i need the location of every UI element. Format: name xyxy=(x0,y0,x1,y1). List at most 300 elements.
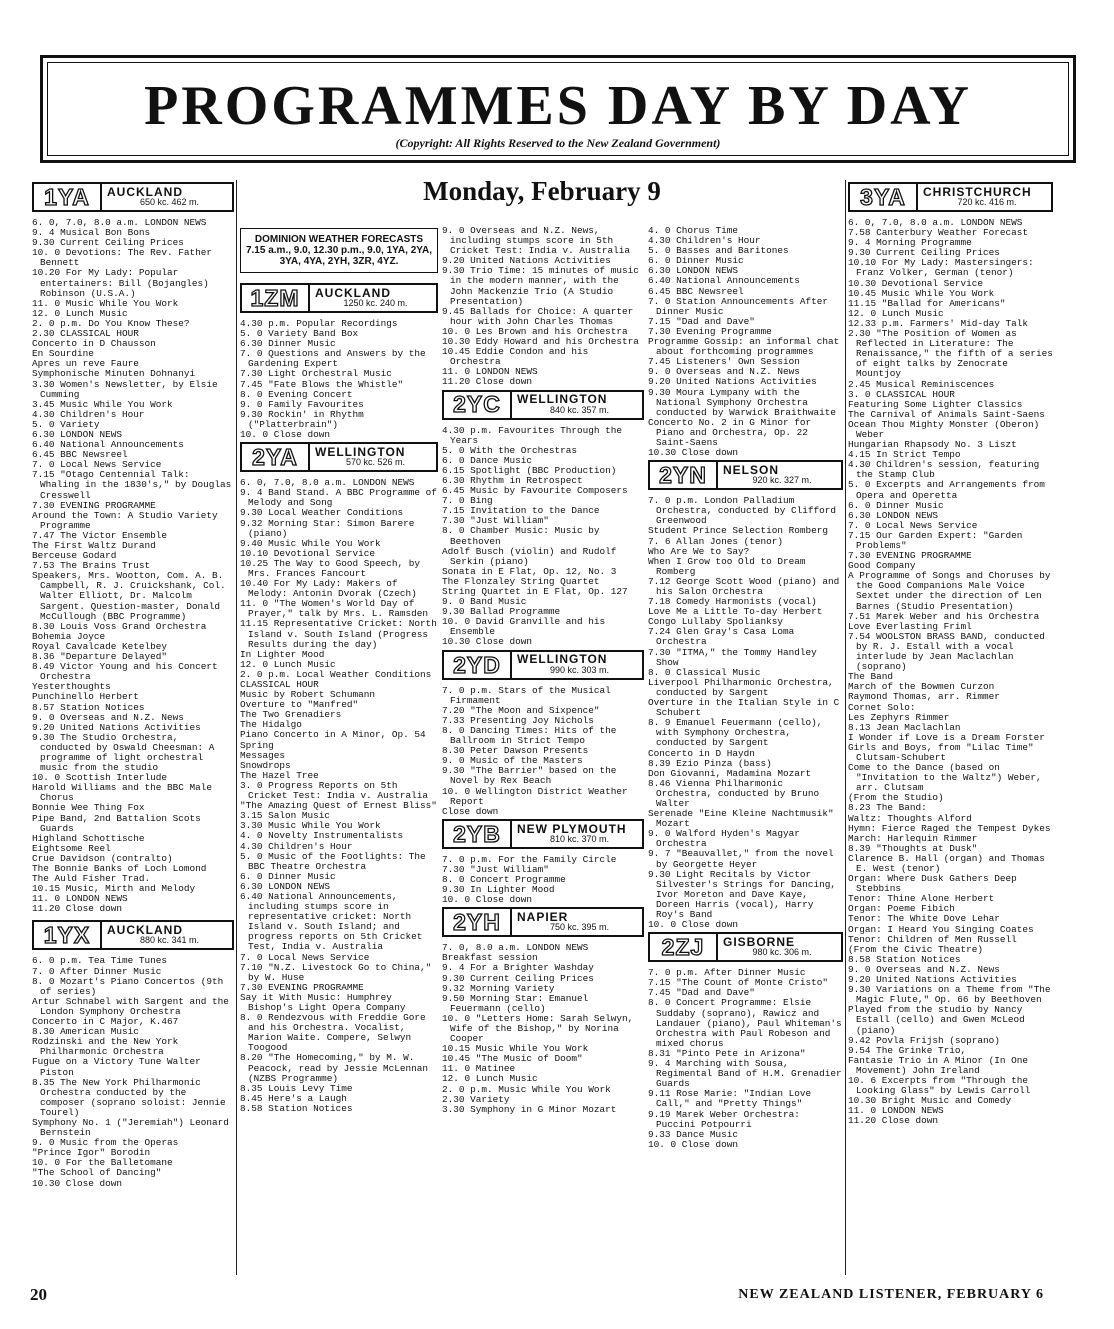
programme-entry: 8.30 Louis Voss Grand Orchestra xyxy=(32,620,207,632)
programme-entry: 11.20 Close down xyxy=(848,1115,939,1127)
programme-entry: Around the Town: A Studio Variety Programme xyxy=(32,509,218,531)
programme-entry: 10.10 For My Lady: Mastersingers: Franz Volker, German (tenor) xyxy=(848,257,1034,279)
programme-entry: Berceuse Godard xyxy=(32,550,117,562)
station-callsign: 2ZJ xyxy=(650,934,718,960)
programme-entry: 9.20 United Nations Activities xyxy=(32,721,201,733)
programme-entry: 9. 0 Music of the Masters xyxy=(442,755,583,767)
programme-entry: 5. 0 With the Orchestras xyxy=(442,444,578,456)
programme-entry: 8.58 Station Notices xyxy=(240,1102,353,1114)
programme-entry: 2. 0 p.m. Local Weather Conditions xyxy=(240,668,432,680)
programme-entry: 10. 0 For the Balletomane xyxy=(32,1157,173,1169)
station-info xyxy=(512,392,642,418)
programme-entry: 4. 0 Chorus Time xyxy=(648,225,739,236)
programme-entry: Played from the studio by Nancy Estall (cello) and Gwen McLeod (piano) xyxy=(848,1004,1025,1036)
programme-entry: Concerto No. 2 in G Minor for Piano and Orchestra, Op. 22 Saint-Saens xyxy=(648,416,812,448)
station-2yd xyxy=(442,650,644,817)
column-3 xyxy=(442,226,644,1115)
programme-entry: 2.30 CLASSICAL HOUR xyxy=(32,328,139,340)
programme-entry: In Lighter Mood xyxy=(240,648,325,660)
programme-entry: 3. 0 Progress Reports on 5th Cricket Test: India v. Australia xyxy=(240,779,429,802)
programme-entry: 8.58 Station Notices xyxy=(848,953,961,965)
programme-entry: Tenor: The White Dove Lehar xyxy=(848,913,1000,925)
date-heading: Monday, February 9 xyxy=(423,176,661,206)
station-city: WELLINGTON xyxy=(517,652,608,667)
programme-entry: 8. 0 Concert Programme: Elsie Suddaby (soprano), Rawicz and Landauer (piano), Paul Whiteman's Orchestra with Paul Robeson and mixed chorus xyxy=(648,997,842,1049)
station-1yx xyxy=(32,920,234,1188)
programme-entry: 10.40 For My Lady: Makers of Melody: Antonin Dvorak (Czech) xyxy=(240,578,417,600)
programme-entry: 9.30 Trio Time: 15 minutes of music in the modern manner, with the John Mackenzie Trio (A Studio Presentation) xyxy=(442,265,639,307)
station-2yc xyxy=(442,390,644,648)
programme-entry: 9. 4 Marching with Sousa, Regimental Band of H.M. Grenadier Guards xyxy=(648,1058,842,1090)
station-info xyxy=(512,909,642,935)
programme-entry: 6. 0, 7.0, 8.0 a.m. LONDON NEWS xyxy=(240,477,415,489)
programme-entry: 6. 0 Dinner Music xyxy=(648,255,744,267)
programme-entry: Ocean Thou Mighty Monster (Oberon) Weber xyxy=(848,418,1040,440)
station-2zj xyxy=(648,932,843,1150)
programme-entry: Sonata in E Flat, Op. 12, No. 3 xyxy=(442,565,617,577)
station-callsign: 2YB xyxy=(444,821,512,847)
programme-entry: 11. 0 Matinee xyxy=(442,1063,516,1075)
programme-entry: Adolf Busch (violin) and Rudolf Serkin (piano) xyxy=(442,545,617,567)
programme-entry: Artur Schnabel with Sargent and the London Symphony Orchestra xyxy=(32,995,229,1017)
programme-entry: The First Waltz Durand xyxy=(32,540,156,551)
programme-entry: 7.45 "Fate Blows the Whistle" xyxy=(240,378,404,390)
station-banner xyxy=(442,650,644,680)
station-frequency: 650 kc. 462 m. xyxy=(139,197,200,207)
programme-entry: 8.39 "Thoughts at Dusk" xyxy=(848,842,978,854)
column-2 xyxy=(240,208,438,1114)
programme-entry: Harold Williams and the BBC Male Chorus xyxy=(32,782,213,804)
programme-entry: Student Prince Selection Romberg xyxy=(648,525,829,537)
programme-entry: 9.30 Variations on a Theme from "The Magic Flute," Op. 66 by Beethoven xyxy=(848,984,1051,1006)
programme-entry: 8.23 The Band: xyxy=(848,802,927,814)
programme-entry: 7.24 Glen Gray's Casa Loma Orchestra xyxy=(648,626,795,648)
programme-entry: The Bonnie Banks of Loch Lomond xyxy=(32,863,207,874)
programme-entry: 9. 4 Band Stand. A BBC Programme of Melody and Song xyxy=(240,487,437,509)
programme-entry: Fantasie Trio in A Minor (In One Movement) John Ireland xyxy=(848,1054,1029,1076)
programme-entry: 10. 0 Close down xyxy=(442,894,533,906)
programme-entry: 7.30 "Just William" xyxy=(442,515,549,527)
programme-entry: 9. 0 Walford Hyden's Magyar Orchestra xyxy=(648,828,800,850)
programme-entry: 9.50 Morning Star: Emanuel Feuermann (cello) xyxy=(442,992,589,1014)
station-frequency: 920 kc. 327 m. xyxy=(752,475,812,486)
programme-entry: 5. 0 Music of the Footlights: The BBC Theatre Orchestra xyxy=(240,850,426,872)
programme-entry: Highland Schottische xyxy=(32,832,145,844)
programme-entry: 9.30 Local Weather Conditions xyxy=(240,507,404,519)
programme-entry: 4.30 Children's Hour xyxy=(648,235,761,247)
station-frequency: 810 kc. 370 m. xyxy=(549,833,610,844)
programme-entry: 7. 0 Local News Service xyxy=(240,951,370,963)
programme-entry: 8. 0 Chamber Music: Music by Beethoven xyxy=(442,525,600,547)
programme-entry: 11. 0 Music While You Work xyxy=(32,297,179,309)
station-city: CHRISTCHURCH xyxy=(923,184,1032,199)
station-callsign: 2YN xyxy=(650,462,718,488)
programme-entry: 7. 6 Allan Jones (tenor) xyxy=(648,535,784,547)
programme-entry: 7.30 EVENING PROGRAMME xyxy=(848,550,972,562)
programme-entry: 8.46 Vienna Philharmonic Orchestra, conducted by Bruno Walter xyxy=(648,777,820,809)
programme-entry: 8.49 Victor Young and his Concert Orchestra xyxy=(32,661,218,683)
programme-entry: 8.57 Station Notices xyxy=(32,701,145,713)
programme-entry: 5. 0 Variety Band Box xyxy=(240,328,359,340)
station-frequency: 720 kc. 416 m. xyxy=(957,197,1017,207)
programme-entry: 7.30 EVENING PROGRAMME xyxy=(32,499,156,511)
station-banner xyxy=(648,932,843,962)
programme-entry: Who Are We to Say? xyxy=(648,545,750,557)
masthead-title: PROGRAMMES DAY BY DAY xyxy=(144,75,972,137)
programme-entry: Organ: Where Dusk Gathers Deep Stebbins xyxy=(848,873,1017,895)
programme-entry: 6. 0 Dance Music xyxy=(442,454,533,466)
programme-entry: Clarence B. Hall (organ) and Thomas E. West (tenor) xyxy=(848,852,1045,874)
programme-entry: 10.20 For My Lady: Popular entertainers: Bill (Bojangles) Robinson (U.S.A.) xyxy=(32,267,209,299)
programme-entry: Come to the Dance (based on "Invitation to the Waltz") Weber, arr. Clutsam xyxy=(848,762,1042,794)
station-city: AUCKLAND xyxy=(107,184,183,199)
programme-entry: 11.20 Close down xyxy=(442,376,533,388)
programme-entry: 7.15 "The Count of Monte Cristo" xyxy=(648,977,829,989)
programme-entry: 12. 0 Lunch Music xyxy=(240,658,336,670)
programme-entry: 4.30 p.m. Favourites Through the Years xyxy=(442,424,623,446)
programme-entry: 8.20 "The Homecoming," by M. W. Peacock, read by Jessie McLennan (NZBS Programme) xyxy=(240,1052,429,1084)
programme-entry: 10.15 Music, Mirth and Melody xyxy=(32,883,196,895)
programme-entry: Raymond Thomas, arr. Rimmer xyxy=(848,691,1000,703)
programme-entry: Breakfast session xyxy=(442,952,538,964)
programme-entry: 2. 0 p.m. Music While You Work xyxy=(442,1083,611,1095)
programme-entry: 9. 4 For a Brighter Washday xyxy=(442,962,594,974)
programme-entry: 7. 0 Station Announcements After Dinner Music xyxy=(648,295,829,317)
programme-entry: 10. 0 Les Brown and his Orchestra xyxy=(442,325,628,337)
programme-entry: Serenade "Eine Kleine Nachtmusik" Mozart xyxy=(648,808,834,830)
programme-entry: The Two Grenadiers xyxy=(240,709,342,721)
programme-entry: 8.31 "Pinto Pete in Arizona" xyxy=(648,1047,806,1059)
programme-entry: 7.20 "The Moon and Sixpence" xyxy=(442,704,600,716)
programme-entry: 3.30 Women's Newsletter, by Elsie Cumming xyxy=(32,378,218,400)
programme-entry: 10. 0 Close down xyxy=(648,919,739,931)
programme-entry: 6. 0, 7.0, 8.0 a.m. LONDON NEWS xyxy=(848,217,1023,228)
programme-entry: 9.19 Marek Weber Orchestra: Puccini Potpourri xyxy=(648,1108,800,1130)
programme-entry: (From the Civic Theatre) xyxy=(848,943,984,955)
programme-entry: Snowdrops xyxy=(240,759,291,771)
publication-footer: NEW ZEALAND LISTENER, FEBRUARY 6 xyxy=(738,1287,1044,1302)
programme-entry: 9.54 The Grinke Trio, xyxy=(848,1044,967,1056)
programme-entry: Symphony No. 1 ("Jeremiah") Leonard Bernstein xyxy=(32,1116,229,1139)
column-1 xyxy=(32,180,234,1189)
programme-entry: 9.30 In Lighter Mood xyxy=(442,884,555,896)
station-banner xyxy=(848,182,1053,212)
programme-entry: 9.32 Morning Variety xyxy=(442,982,555,994)
programme-entry: Les Zephyrs Rimmer xyxy=(848,711,950,723)
programme-entry: 7.30 Light Orchestral Music xyxy=(240,368,392,380)
programme-entry: 9.32 Morning Star: Simon Barere (piano) xyxy=(240,517,415,539)
programme-entry: 8.35 Louis Levy Time xyxy=(240,1082,353,1094)
programme-entry: 11. 0 LONDON NEWS xyxy=(442,366,538,378)
programme-entry: Punchinello Herbert xyxy=(32,691,139,703)
programme-entry: 8.45 Here's a Laugh xyxy=(240,1092,347,1104)
programme-entry: Waltz: Thoughts Alford xyxy=(848,812,972,824)
programme-entry: 4.30 p.m. Popular Recordings xyxy=(240,318,398,329)
programme-entry: 9. 0 Overseas and N.Z. News xyxy=(848,963,1000,975)
column-rule xyxy=(845,180,846,1275)
programme-entry: 6.30 LONDON NEWS xyxy=(240,880,331,892)
programme-entry: Featuring Some Lighter Classics xyxy=(848,398,1023,410)
programme-entry: Concerto in D Haydn xyxy=(648,747,755,759)
programme-entry: 11.15 Representative Cricket: North Island v. South Island (Progress Results during the day) xyxy=(240,618,437,650)
programme-entry: 6.30 LONDON NEWS xyxy=(648,265,739,277)
programme-entry: Pipe Band, 2nd Battalion Scots Guards xyxy=(32,812,201,834)
station-frequency: 1250 kc. 240 m. xyxy=(343,298,408,308)
programme-entry: 6. 0 Dinner Music xyxy=(240,870,336,882)
programme-entry: 5. 0 Variety xyxy=(32,418,100,430)
programme-entry: 10.45 Music While You Work xyxy=(848,287,995,299)
programme-entry: 10. 0 Close down xyxy=(240,429,331,441)
programme-entry: Tenor: Children of Men Russell xyxy=(848,933,1017,945)
programme-entry: 10.25 The Way to Good Speech, by Mrs. Frances Fancourt xyxy=(240,557,421,579)
programme-entry: 9. 4 Morning Programme xyxy=(848,237,972,249)
programme-entry: 9.30 The Studio Orchestra, conducted by Oswald Cheesman: A programme of light orchestral music from the studio xyxy=(32,731,215,774)
station-city: AUCKLAND xyxy=(315,285,391,300)
programme-entry: 7.12 George Scott Wood (piano) and his Salon Orchestra xyxy=(648,575,840,597)
programme-entry: 10. 0 "Letters Home: Sarah Selwyn, Wife of the Bishop," by Norina Cooper xyxy=(442,1012,634,1045)
station-info xyxy=(718,934,841,960)
programme-entry: 7.30 EVENING PROGRAMME xyxy=(240,981,364,993)
programme-entry: 11.15 "Ballad for Americans" xyxy=(848,297,1006,309)
programme-entry: Bohemia Joyce xyxy=(32,630,106,642)
programme-entry: 6.45 Music by Favourite Composers xyxy=(442,485,628,497)
programme-entry: 10.10 Devotional Service xyxy=(240,547,376,559)
station-frequency: 990 kc. 303 m. xyxy=(549,664,610,675)
programme-entry: 9.20 United Nations Activities xyxy=(648,376,817,388)
programme-entry: 12. 0 Lunch Music xyxy=(848,307,944,319)
programme-entry: 7.30 Evening Programme xyxy=(648,325,772,337)
station-2yb xyxy=(442,819,644,905)
column-5 xyxy=(848,180,1053,1126)
programme-entry: 9. 0 Overseas and N.Z. News, including stumps score in 5th Cricket Test: India v. Australia xyxy=(442,225,631,257)
programme-entry: 6.40 National Announcements xyxy=(32,439,184,451)
programme-entry: 9.30 Ballad Programme xyxy=(442,606,561,618)
programme-entry: Yesterthoughts xyxy=(32,681,111,693)
station-callsign: 1ZM xyxy=(242,285,310,311)
programme-entry: 10.15 Music While You Work xyxy=(442,1043,589,1055)
programme-entry: 7.30 "Just William" xyxy=(442,863,549,875)
programme-entry: 4.30 Children's Hour xyxy=(240,840,353,852)
programme-entry: 2.45 Musical Reminiscences xyxy=(848,378,995,390)
programme-entry: Congo Lullaby Spolianksy xyxy=(648,616,784,628)
programme-entry: 10.30 Close down xyxy=(648,447,739,459)
programme-entry: 6.15 Spotlight (BBC Production) xyxy=(442,464,617,476)
programme-entry: 7. 0 p.m. After Dinner Music xyxy=(648,967,806,979)
programme-entry: The Flonzaley String Quartet xyxy=(442,575,600,587)
programme-entry: 12.33 p.m. Farmers' Mid-day Talk xyxy=(848,317,1029,329)
programme-entry: 9.30 Current Ceiling Prices xyxy=(442,972,594,984)
page-number: 20 xyxy=(30,1285,47,1304)
programme-entry: 8.30 American Music xyxy=(32,1026,139,1038)
programme-entry: Spring xyxy=(240,739,274,751)
programme-entry: 7.15 Invitation to the Dance xyxy=(442,505,600,517)
programme-entry: 6.45 BBC Newsreel xyxy=(648,285,744,297)
programme-entry: Fugue on a Victory Tune Walter Piston xyxy=(32,1056,201,1078)
programme-entry: 11. 0 LONDON NEWS xyxy=(32,893,128,905)
programme-entry: "The Amazing Quest of Ernest Bliss" xyxy=(240,800,437,812)
station-callsign: 2YA xyxy=(242,444,310,470)
programme-entry: 8. 0 Mozart's Piano Concertos (9th of series) xyxy=(32,975,224,997)
programme-entry: Cornet Solo: xyxy=(848,701,916,713)
station-1ya xyxy=(32,182,234,914)
programme-entry: Piano Concerto in A Minor, Op. 54 xyxy=(240,729,426,741)
programme-entry: 3.30 Symphony in G Minor Mozart xyxy=(442,1103,617,1115)
programme-entry: When I Grow too Old to Dream Romberg xyxy=(648,555,806,577)
programme-entry: 7.58 Canterbury Weather Forecast xyxy=(848,227,1029,239)
weather-title: DOMINION WEATHER FORECASTS xyxy=(254,234,424,245)
programme-entry: 10.45 "The Music of Doom" xyxy=(442,1053,583,1065)
programme-entry: 10.30 Close down xyxy=(32,1177,123,1189)
programme-entry: 6.40 National Announcements xyxy=(648,275,800,287)
programme-entry: 9.30 Light Recitals by Victor Silvester's Strings for Dancing, Ivor Moreton and Dave Kaye, Doreen Harris (vocal), Harry Roy's Band xyxy=(648,868,837,920)
programme-entry: "Prince Igor" Borodin xyxy=(32,1147,151,1159)
programme-entry: 11. 0 LONDON NEWS xyxy=(848,1105,944,1117)
programme-entry: Music by Robert Schumann xyxy=(240,689,376,701)
programme-entry: Royal Cavalcade Ketelbey xyxy=(32,640,168,652)
programme-entry: Girls and Boys, from "Lilac Time" Clutsam-Schubert xyxy=(848,741,1034,763)
station-city: NEW PLYMOUTH xyxy=(517,821,627,836)
station-info xyxy=(512,652,642,678)
programme-entry: 10. 0 Scottish Interlude xyxy=(32,772,168,784)
programme-entry: 10.45 Eddie Condon and his Orchestra xyxy=(442,346,589,368)
programme-entry: 5. 0 Basses and Baritones xyxy=(648,245,789,257)
programme-entry: "The School of Dancing" xyxy=(32,1167,162,1179)
station-frequency: 750 kc. 395 m. xyxy=(549,922,610,933)
programme-entry: 8. 0 Evening Concert xyxy=(240,388,353,400)
programme-entry: 10.30 Close down xyxy=(442,636,533,648)
column-4 xyxy=(648,226,843,1150)
programme-entry: 7. 0 After Dinner Music xyxy=(32,965,162,977)
programme-entry: Rodzinski and the New York Philharmonic Orchestra xyxy=(32,1036,179,1058)
station-callsign: 2YC xyxy=(444,392,512,418)
programme-entry: 3. 0 CLASSICAL HOUR xyxy=(848,388,955,400)
programme-entry: 4.30 Children's Hour xyxy=(32,408,145,420)
programme-entry: 8.35 The New York Philharmonic Orchestra conducted by the composer (soprano soloist: Jennie Tourel) xyxy=(32,1076,226,1118)
programme-entry: Tenor: Thine Alone Herbert xyxy=(848,893,995,905)
station-banner xyxy=(32,920,234,950)
programme-entry: 3.15 Salon Music xyxy=(240,810,331,822)
programme-entry: Organ: I Heard You Singing Coates xyxy=(848,923,1034,935)
programme-entry: 8.36 "Departure Delayed" xyxy=(32,651,168,663)
programme-entry: 8. 9 Emanuel Feuermann (cello), with Symphony Orchestra, conducted by Sargent xyxy=(648,717,823,749)
station-callsign: 3YA xyxy=(850,184,918,210)
programme-entry: 4.30 Children's session, featuring the Stamp Club xyxy=(848,459,1040,481)
column-rule xyxy=(236,180,237,1275)
programme-entry: 6. 0, 7.0, 8.0 a.m. LONDON NEWS xyxy=(32,217,207,228)
station-info xyxy=(310,285,436,311)
station-frequency: 980 kc. 306 m. xyxy=(752,947,812,958)
programme-entry: 8. 0 Dancing Times: Hits of the Ballroom in Strict Tempo xyxy=(442,724,617,747)
station-2ya xyxy=(240,442,438,1114)
programme-entry: Love Me a Little To-day Herbert xyxy=(648,606,823,618)
programme-entry: 10.30 Devotional Service xyxy=(848,277,984,289)
programme-entry: 9.20 United Nations Activities xyxy=(848,974,1017,986)
programme-entry: 7. 0 p.m. For the Family Circle xyxy=(442,853,617,865)
programme-entry: The Hidalgo xyxy=(240,719,302,731)
programme-entry: String Quartet in E Flat, Op. 127 xyxy=(442,586,628,597)
station-2yn xyxy=(648,460,843,930)
programme-entry: 2.30 "The Position of Women as Reflected in Literature: The Renaissance," the fifth of a series of eight talks by Zenocrate Mountjoy xyxy=(848,328,1053,380)
station-banner xyxy=(442,907,644,937)
programme-entry: The Hazel Tree xyxy=(240,769,319,781)
programme-entry: 8.13 Jean Maclachlan xyxy=(848,721,961,733)
station-frequency: 840 kc. 357 m. xyxy=(549,404,610,415)
programme-entry: 9. 0 Overseas and N.Z. News xyxy=(32,711,184,723)
programme-entry: 9.30 Current Ceiling Prices xyxy=(32,237,184,249)
masthead-copyright: (Copyright: All Rights Reserved to the New Zealand Government) xyxy=(395,136,721,150)
programme-entry: 7.53 The Brains Trust xyxy=(32,560,151,572)
station-banner xyxy=(240,442,438,472)
programme-entry: 9.45 Ballads for Choice: A quarter hour with John Charles Thomas xyxy=(442,305,634,327)
programme-entry: 7. 0 p.m. London Palladium Orchestra, conducted by Clifford Greenwood xyxy=(648,495,837,527)
programme-entry: 2.30 Variety xyxy=(442,1093,510,1105)
station-2yh xyxy=(442,907,644,1115)
programme-entry: Don Giovanni, Madamina Mozart xyxy=(648,767,812,779)
programme-entry: CLASSICAL HOUR xyxy=(240,679,319,690)
programme-entry: Apres un reve Faure xyxy=(32,358,139,370)
programme-entry: 7. 0, 8.0 a.m. LONDON NEWS xyxy=(442,942,589,954)
programme-entry: 9.11 Rose Marie: "Indian Love Call," and "Pretty Things" xyxy=(648,1088,812,1110)
station-3ya xyxy=(848,182,1053,1126)
programme-entry: 11. 0 "The Women's World Day of Prayer," talk by Mrs. L. Ramsden xyxy=(240,598,429,620)
programme-entry: The Auld Fisher Trad. xyxy=(32,873,151,885)
programme-entry: 7.15 "Dad and Dave" xyxy=(648,315,755,327)
weather-box xyxy=(240,228,438,273)
programme-entry: 7.33 Presenting Joy Nichols xyxy=(442,714,594,726)
programme-entry: 3.45 Music While You Work xyxy=(32,398,173,410)
station-city: WELLINGTON xyxy=(315,445,406,460)
programme-entry: Hungarian Rhapsody No. 3 Liszt xyxy=(848,439,1017,451)
programme-entry: 3.30 Music While You Work xyxy=(240,820,381,832)
programme-entry: Say it With Music: Humphrey Bishop's Light Opera Company xyxy=(240,991,406,1013)
programme-entry: 9.42 Povla Frijsh (soprano) xyxy=(848,1034,1000,1046)
programme-entry: Symphonische Minuten Dohnanyi xyxy=(32,368,196,380)
programme-entry: Love Everlasting Friml xyxy=(848,620,972,632)
programme-entry: 10. 0 Close down xyxy=(648,1138,739,1150)
programme-entry: 9.30 Current Ceiling Prices xyxy=(848,247,1000,259)
programme-entry: 10.30 Eddy Howard and his Orchestra xyxy=(442,336,639,348)
programme-entry: 9.30 Moura Lympany with the National Symphony Orchestra conducted by Warwick Braithwaite xyxy=(648,386,837,418)
programme-entry: 7.15 "Otago Centennial Talk: Whaling in the 1830's," by Douglas Cresswell xyxy=(32,469,232,501)
programme-entry: Programme Gossip: an informal chat about forthcoming programmes xyxy=(648,336,840,358)
programme-entry: 9. 0 Family Favourites xyxy=(240,398,364,410)
programme-entry: 11.20 Close down xyxy=(32,903,123,915)
programme-entry: 6.30 Rhythm in Retrospect xyxy=(442,474,583,486)
station-city: NAPIER xyxy=(517,910,569,925)
programme-entry: 10. 0 David Granville and his Ensemble xyxy=(442,616,606,638)
station-callsign: 2YD xyxy=(444,652,512,678)
programme-entry: En Sourdine xyxy=(32,348,94,360)
programme-entry: 9.33 Dance Music xyxy=(648,1128,739,1140)
programme-entry: 6.40 National Announcements, including stumps score in representative cricket: North Island v. South Island; and progress reports on 5th Cricket Test, India v. Australia xyxy=(240,890,423,953)
programme-entry: March of the Bowmen Curzon xyxy=(848,681,995,693)
programme-entry: Organ: Poeme Fibich xyxy=(848,903,955,915)
programme-entry: 7.45 "Dad and Dave" xyxy=(648,987,755,999)
station-banner xyxy=(442,390,644,420)
programme-entry: Speakers, Mrs. Wootton, Com. A. B. Campbell, R. J. Cruickshank, Col. Walter Elliott, Dr. Malcolm Sargent. Question-master, Donald McCullough (BBC Programme) xyxy=(32,570,226,622)
station-callsign: 2YH xyxy=(444,909,512,935)
programme-entry: A Programme of Songs and Choruses by the Good Companions Male Voice Sextet under the direction of Len Barnes (Studio Presentation) xyxy=(848,570,1051,612)
programme-entry: 6.45 BBC Newsreel xyxy=(32,449,128,461)
station-city: AUCKLAND xyxy=(107,923,183,938)
station-frequency: 570 kc. 526 m. xyxy=(345,457,406,468)
programme-entry: Hymn: Fierce Raged the Tempest Dykes xyxy=(848,822,1051,834)
station-info xyxy=(102,922,232,948)
programme-entry: Crue Davidson (contralto) xyxy=(32,852,173,864)
station-2ya-continued xyxy=(442,226,644,388)
programme-entry: 9. 0 Band Music xyxy=(442,596,527,608)
programme-entry: 9.30 Rockin' in Rhythm ("Platterbrain") xyxy=(240,408,364,430)
